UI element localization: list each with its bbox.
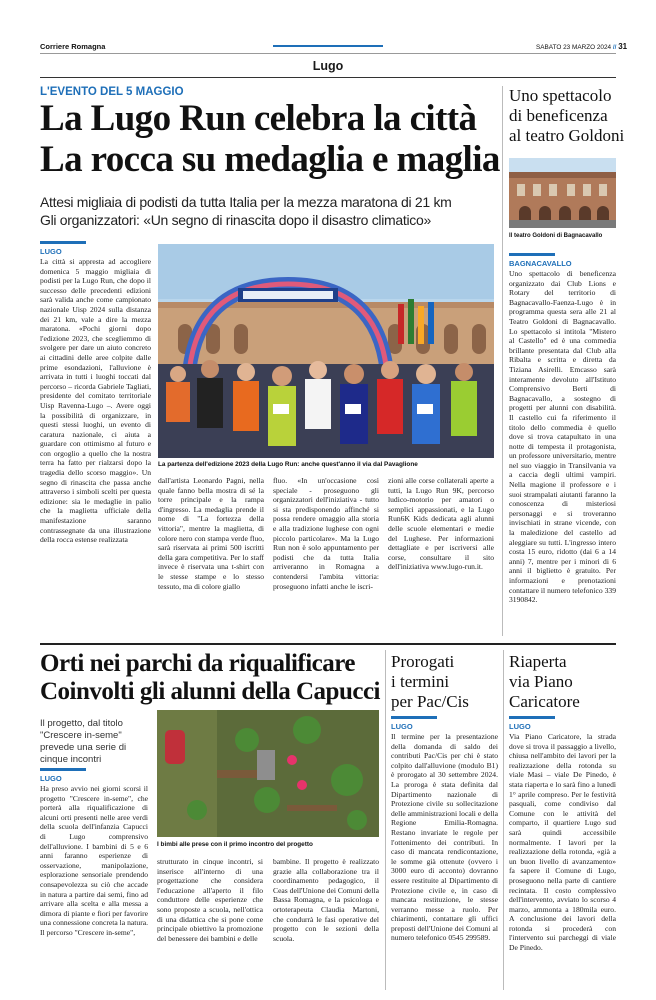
prorogati-body xyxy=(391,716,498,990)
riaperta-headline-1: Riaperta xyxy=(509,652,567,671)
kicker: L'EVENTO DEL 5 MAGGIO xyxy=(40,86,184,98)
side-dateline: BAGNACAVALLO xyxy=(509,259,572,268)
orti-standfirst: Il progetto, dal titolo "Crescere in-seme" prevede una serie di cinque incontri xyxy=(40,718,127,765)
orti-dateline: LUGO xyxy=(40,774,62,783)
theater-photo-caption: Il teatro Goldoni di Bagnacavallo xyxy=(509,233,603,239)
orti-col1-text: Ha preso avvio nei giorni scorsi il progetto "Crescere in-seme", che porterà alla riqualificazione di alcuni orti presenti nelle aree verdi della scuola dell'infanzia Capucci di Lugo comprensivo dell'alluvione. I bambini di 5 e 6 anni faranno esperienze di osservazione, manipolazione, esplorazione sensoriale prendendo consapevolezza su ciò che accade in natura a partire dai semi, fino ad arrivare alla scelta e alla messa a dimora di piante e fiori per favorire una connessione concreta la natura. Il percorso "Crescere in-seme", xyxy=(40,784,148,937)
orti-accent-rule xyxy=(40,768,86,771)
side-headline-1: Uno spettacolo xyxy=(509,86,612,105)
riaperta-accent-rule xyxy=(509,716,555,719)
column-separator-2 xyxy=(385,650,386,990)
publication-name: Corriere Romagna xyxy=(40,42,106,51)
section-divider xyxy=(40,643,616,645)
riaperta-headline-3: Caricatore xyxy=(509,692,580,711)
orti-photo-caption: I bimbi alle prese con il primo incontro del progetto xyxy=(157,841,313,848)
orti-headline-2: Coinvolti gli alunni della Capucci xyxy=(40,678,381,705)
column-separator-3 xyxy=(503,650,504,990)
main-col4-text: zioni alle corse collaterali aperte a tutti, la Lugo Run 9K, percorso ludico-motorio per amatori o semplici appassionati, e la Lugo Run6K Kids dedicata agli alunni delle scuole elementari e medie del Lughese. Per informazioni dettagliate e per iscriversi alle corse, consultare il sito dell'iniziativa www.lugo-run.it. xyxy=(388,476,494,572)
main-photo xyxy=(158,244,494,458)
page-number: 31 xyxy=(618,42,628,51)
side-body-text: Uno spettacolo di beneficenza organizzato dai Club Lions e Rotary del territorio di Bagnacavallo-Faenza-Lugo è in programma questa sera alle 21 al Teatro Goldoni di Bagnacavallo. Lo spettacolo si intitola "Mistero al Castello" ed è una commedia brillante presentata dal Club alla Ribalta e scritta e diretta da Tiziana Asirelli. Emcasso sarà interamente devoluto all'Istituto Comprensivo Berti di Bagnacavallo, a sostegno di progetti per alunni con disabilità. Il castello cui fa riferimento il titolo dello commedia è quello dove si trova catapultato in una notte di tempesta il protagonista, un professore universitario, mentre nel suo viaggio in Transilvania va a caccia degli ultimi vampiri. Nella magione il professore e i suoi strampalati aiutanti faranno la conoscenza di misteriosi personaggi e si troveranno invischiati in strane vicende, con la maledizione del castello ad aleggiare su tutti. L'ingresso intero costa 15 euro, ridotto (dai 6 a 14 anni) 7, mentre per i minori di 6 anni il biglietto è gratuito. Per informazioni e prenotazioni contattare il numero telefonico 339 3190842. xyxy=(509,269,616,605)
riaperta-headline-2: via Piano xyxy=(509,672,573,691)
theater-building-photo xyxy=(509,158,616,228)
orti-photo xyxy=(157,710,379,837)
col-accent-rule xyxy=(40,241,86,244)
main-headline-1: La Lugo Run celebra la città xyxy=(40,98,477,139)
prorogati-dateline: LUGO xyxy=(391,722,413,731)
orti-col3-text: bambine. Il progetto è realizzato grazie alla collaborazione tra il coordinamento pedagogico, il Ceas dell'Unione dei Comuni della Bassa Romagna, e la psicologa e ortoterapeuta Claudia Martoni, che condurrà le fasi operative del progetto con le sezioni della scuola. xyxy=(273,857,379,943)
main-subhead-2: Gli organizzatori: «Un segno di rinascita dopo il disastro climatico» xyxy=(40,212,431,228)
side-body xyxy=(509,253,616,636)
riaperta-dateline: LUGO xyxy=(509,722,531,731)
main-col3-text: fluo. «In un'occasione così speciale - proseguono gli organizzatori dell'iniziativa - tutto si sta predisponendo affinché si possa rendere omaggio alla storia e alla tradizione lughese con ogni piccolo particolare». Ma la Lugo Run non è solo appuntamento per podisti che da tutta Italia arriveranno in Romagna a contendersi l'ambita vittoria: proseguono infatti anche le iscri- xyxy=(273,476,379,591)
prorogati-headline-2: i termini xyxy=(391,672,450,691)
issue-date xyxy=(536,42,627,51)
prorogati-headline-3: per Pac/Cis xyxy=(391,692,469,711)
race-start-photo xyxy=(158,244,494,458)
orti-col-1 xyxy=(40,768,148,990)
main-photo-caption: La partenza dell'edizione 2023 della Lugo Run: anche quest'anno il via dal Pavaglione xyxy=(158,461,418,468)
main-subhead-1: Attesi migliaia di podisti da tutta Italia per la mezza maratona di 21 km xyxy=(40,194,452,210)
date-separator: // xyxy=(612,44,617,51)
header-rule xyxy=(40,53,616,54)
main-col1-text: La città si appresta ad accogliere domenica 5 maggio migliaia di podisti per la Lugo Run, che dopo il successo delle precedenti edizioni sarà valida anche come campionato nazionale Uisp 2024 sulla distanza dei 21 km, vale a dire la mezza maratona. «Pochi giorni dopo l'edizione 2023, che scegliemmo di svolgere per dare un aiuto concreto ai cittadini delle aree colpite dalle prime esondazioni, l'alluvione è arrivata in tutti i luoghi toccati dal percorso – ricorda Gabriele Tagliati, presidente del comitato territoriale Uisp Ravenna-Lugo –. Avere oggi la possibilità di organizzare, in questi stessi luoghi, un evento di caratura nazionale, ci aiuta a guardare con ottimismo al futuro e con orgoglio a quello che la nostra terra ha fatto per rialzarsi dopo la tragedia dello scorso maggio». Un segno di rinascita che passa anche attraverso i simboli scelti per questa edizione: sia le medaglie in palio che la maglietta ufficiale della manifestazione saranno contrassegnate da una illustrazione della rocca estense realizzata xyxy=(40,257,151,545)
prorogati-accent-rule xyxy=(391,716,437,719)
date-text: SABATO 23 MARZO 2024 xyxy=(536,44,612,51)
side-headline-3: al teatro Goldoni xyxy=(509,126,625,145)
column-separator xyxy=(502,86,503,636)
riaperta-body xyxy=(509,716,616,990)
prorogati-body-text: Il termine per la presentazione della domanda di saldo dei contributi Pac/Cis per chi è stato colpito dall'alluvione (modulo B1) è prorogato al 30 settembre 2024. La proroga è stata definita dal Dipartimento nazionale di Protezione civile su sollecitazione delle amministrazioni locali e della Regione Emilia-Romagna. Restano invariate le regole per l'ottenimento dei contributi. In caso di mancata rendicontazione, le somme già ottenute (ovvero i 3000 euro di acconto) dovranno essere restituite al Dipartimento di Protezione civile e, in caso di mancata restituzione, le stesse verranno messe a ruolo. Per chiarimenti, contattare gli uffici preposti dell'Unione dei Comuni al numero telefonico 0545 299589. xyxy=(391,732,498,943)
main-col-1 xyxy=(40,241,151,639)
main-headline-2: La rocca su medaglia e maglia xyxy=(40,139,500,180)
section-rule xyxy=(40,77,616,78)
dateline: LUGO xyxy=(40,247,62,256)
side-headline-2: di beneficenza xyxy=(509,106,608,125)
riaperta-body-text: Via Piano Caricatore, la strada dove si trova il passaggio a livello, chiusa nell'ambito dei lavori per la realizzazione della rotonda su viale Masi – viale De Pinedo, è stata riaperta e lo sarà fino a lunedì 1° aprile compreso. Per le festività pasquali, come condiviso dal Comune con le attività del comparto, il quartiere Lugo sud sarà quindi accessibile normalmente. I lavori per la realizzazione della rotonda, «già a un buon livello di avanzamento» fa sapere il Comune di Lugo, proseguono nella parte di cantiere recintata. Il costo complessivo dell'intervento, avviato lo scorso 4 marzo, ammonta a 180mila euro. A conclusione dei lavori della rotonda si procederà con l'intervento sui parcheggi di viale De Pinedo. xyxy=(509,732,616,953)
main-col2-text: dall'artista Leonardo Pagni, nella quale fanno bella mostra di sé la torre principale e la rampa d'ingresso. La medaglia prende il nome di "La fortezza della vittoria", mentre la maglietta, di colore nero con stampa verde fluo, sarà riservata ai primi 500 iscritti della gara competitiva. Per lo staff invece è riservata una t-shirt con le stesse stampe e lo stesso tessuto, ma di colore giallo xyxy=(158,476,264,591)
orti-headline-1: Orti nei parchi da riqualificare xyxy=(40,650,356,677)
section-title: Lugo xyxy=(312,59,344,73)
orti-col2-text: strutturato in cinque incontri, si inserisce all'interno di una progettazione che considera l'educazione all'aperto il filo conduttore delle esperienze che sono proposte a scuola, nell'ottica di una didattica che si pone come principale obiettivo la promozione del benessere dei bambini e delle xyxy=(157,857,263,943)
prorogati-headline-1: Prorogati xyxy=(391,652,455,671)
header-blue-rule xyxy=(273,45,383,47)
theater-photo xyxy=(509,158,616,228)
side-accent-rule xyxy=(509,253,555,256)
garden-photo xyxy=(157,710,379,837)
